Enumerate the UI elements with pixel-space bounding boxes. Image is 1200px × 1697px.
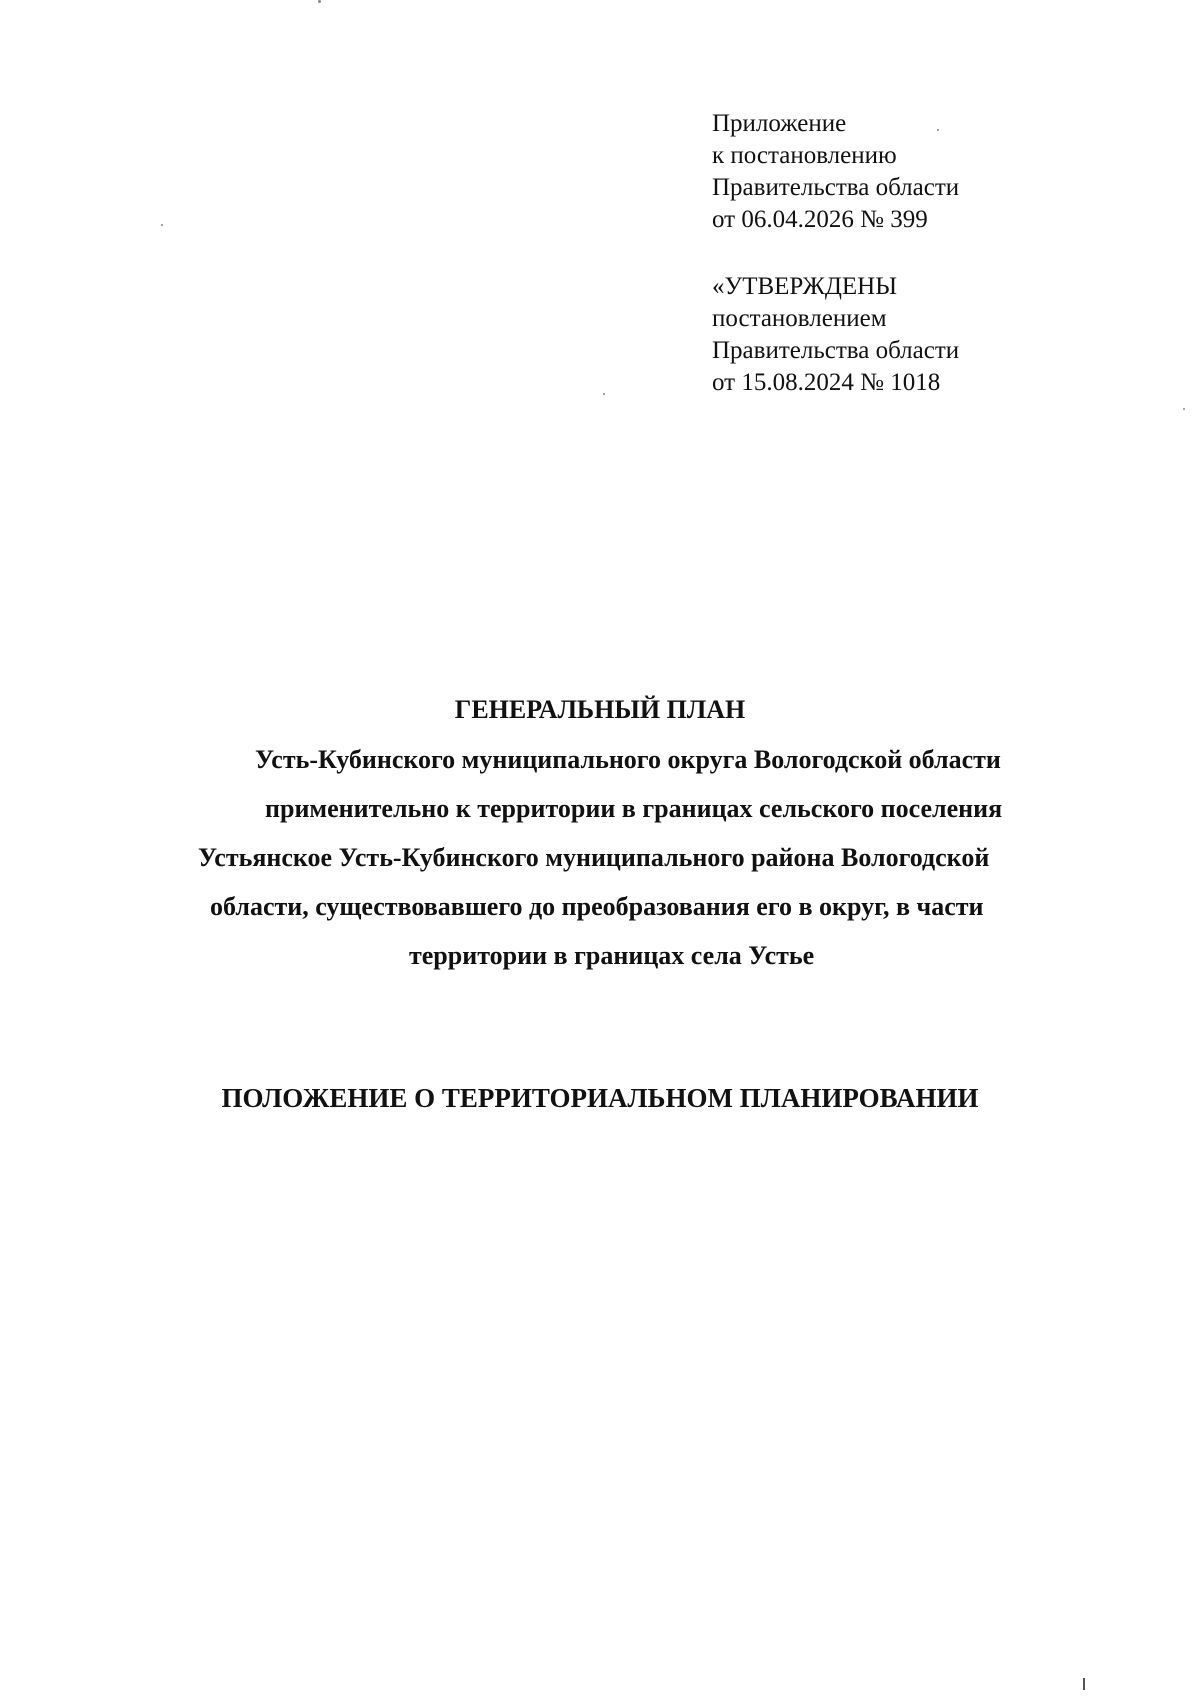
title-subline: Усть-Кубинского муниципального округа Вологодской области [255, 745, 1001, 774]
title-subline: применительно к территории в границах сельского поселения [265, 794, 1003, 823]
approved-line: «УТВЕРЖДЕНЫ [712, 273, 898, 300]
appendix-header [712, 108, 1132, 236]
scan-edge-mark [1083, 1678, 1085, 1690]
approved-line: Правительства области [712, 337, 960, 364]
appendix-line: Приложение [712, 110, 847, 137]
section-heading: ПОЛОЖЕНИЕ О ТЕРРИТОРИАЛЬНОМ ПЛАНИРОВАНИИ [221, 1083, 979, 1113]
title-subline: Устьянское Усть-Кубинского муниципального района Вологодской [198, 843, 990, 872]
title-subline: территории в границах села Устье [409, 941, 815, 970]
scan-speck [161, 224, 163, 226]
title-subline: области, существовавшего до преобразования его в округ, в части [210, 892, 984, 921]
scan-speck [318, 0, 321, 3]
scan-speck [1183, 408, 1185, 410]
approved-date-number: от 15.08.2024 № 1018 [712, 369, 941, 396]
scan-speck [937, 129, 939, 131]
appendix-line: к постановлению [712, 142, 897, 169]
document-title: ГЕНЕРАЛЬНЫЙ ПЛАН [454, 695, 746, 724]
approval-stamp-block [712, 271, 1132, 399]
approved-line: постановлением [712, 305, 887, 332]
appendix-date-number: от 06.04.2026 № 399 [712, 206, 928, 233]
appendix-line: Правительства области [712, 174, 960, 201]
scan-speck [603, 393, 605, 395]
